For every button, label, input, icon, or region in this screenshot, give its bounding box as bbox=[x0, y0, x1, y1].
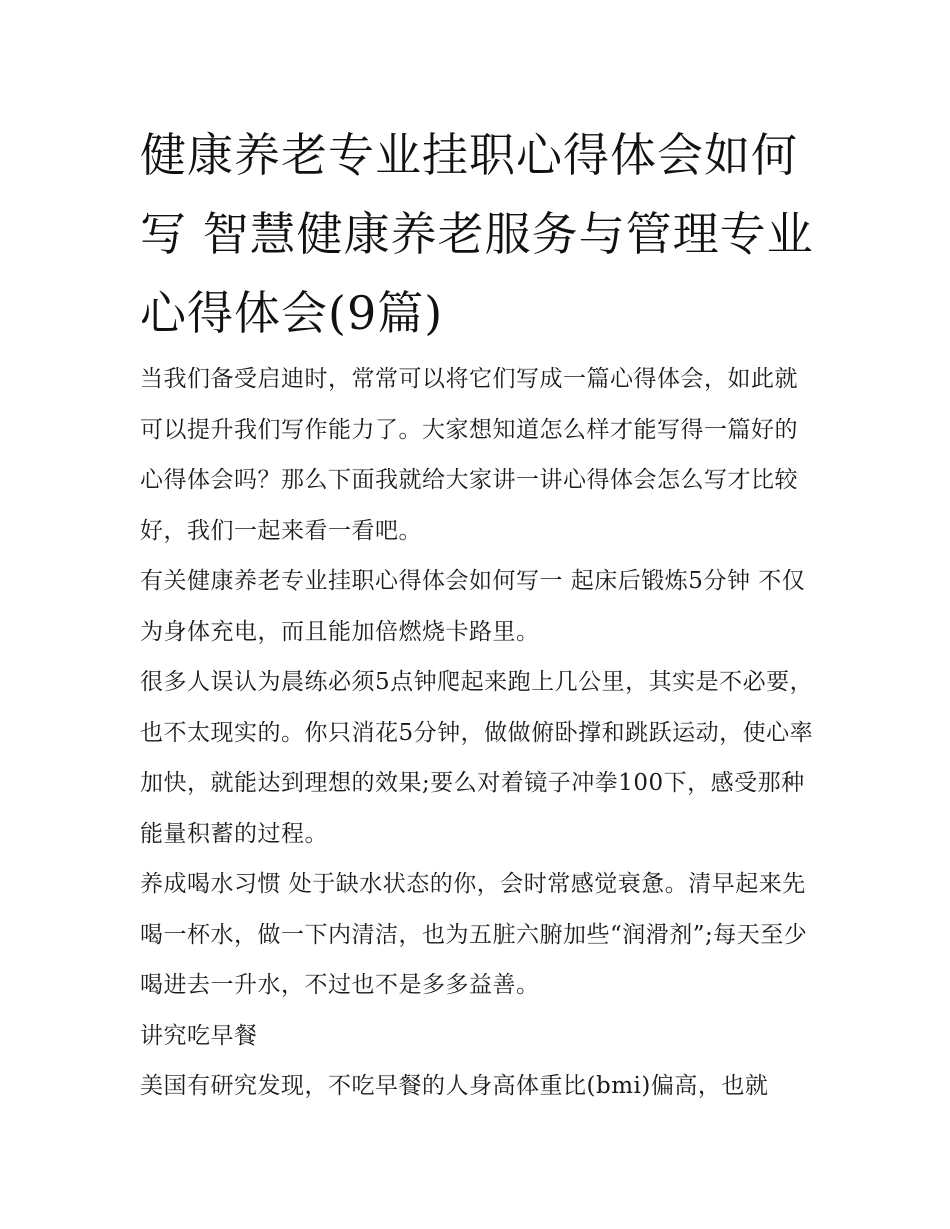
document-body bbox=[140, 354, 820, 1112]
paragraph-intro: 当我们备受启迪时，常常可以将它们写成一篇心得体会，如此就可以提升我们写作能力了。大家想知道怎么样才能写得一篇好的心得体会吗？那么下面我就给大家讲一讲心得体会怎么写才比较好，我们一起来看一看吧。 bbox=[140, 366, 798, 544]
document-title: 健康养老专业挂职心得体会如何写 智慧健康养老服务与管理专业心得体会(9篇) bbox=[140, 128, 814, 340]
paragraph-breakfast-study: 美国有研究发现，不吃早餐的人身高体重比(bmi)偏高，也就 bbox=[140, 1073, 769, 1099]
paragraph-exercise-detail: 很多人误认为晨练必须5点钟爬起来跑上几公里，其实是不必要，也不太现实的。你只消花5分钟，做做俯卧撑和跳跃运动，使心率加快，就能达到理想的效果;要么对着镜子冲拳100下，感受那种能量积蓄的过程。 bbox=[140, 669, 814, 847]
paragraph-breakfast-heading: 讲究吃早餐 bbox=[140, 1022, 258, 1049]
paragraph-water-habit: 养成喝水习惯 处于缺水状态的你，会时常感觉衰惫。清早起来先喝一杯水，做一下内清洁，也为五脏六腑加些“润滑剂”;每天至少喝进去一升水，不过也不是多多益善。 bbox=[140, 871, 808, 998]
paragraph-morning-exercise: 有关健康养老专业挂职心得体会如何写一 起床后锻炼5分钟 不仅为身体充电，而且能加倍燃烧卡路里。 bbox=[140, 568, 806, 645]
